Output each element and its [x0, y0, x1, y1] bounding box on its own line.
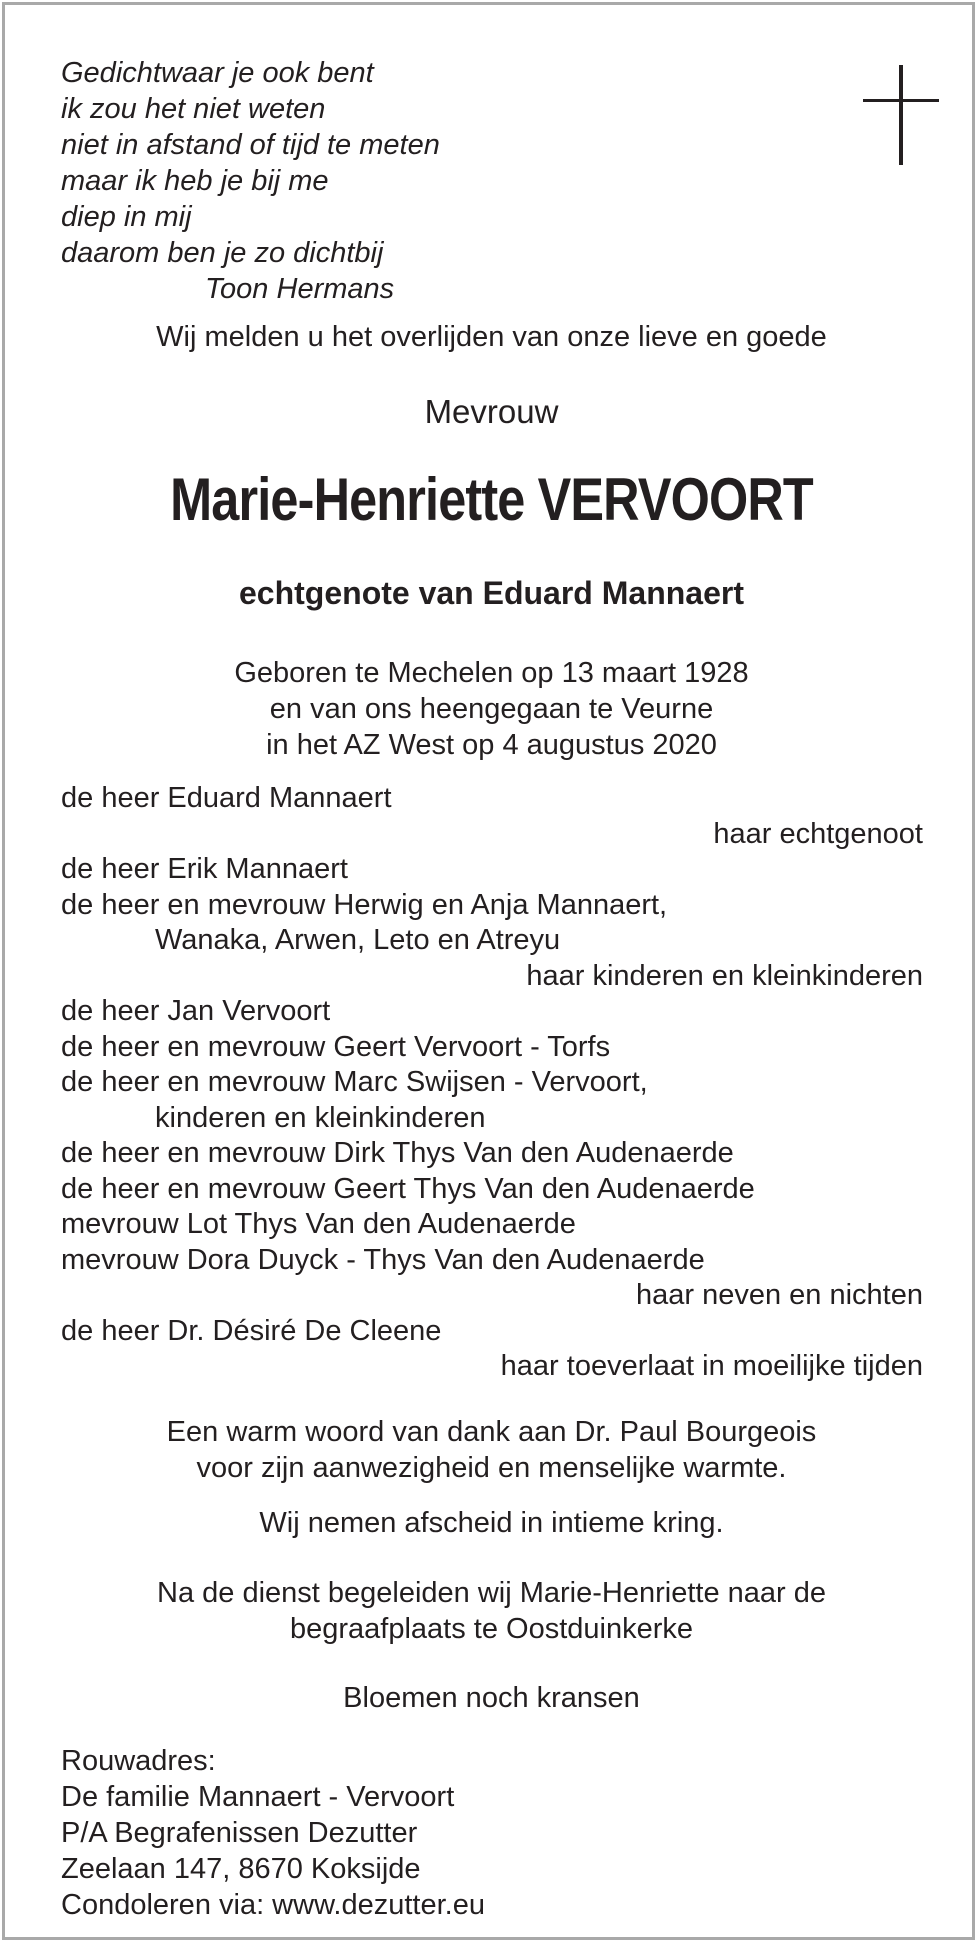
- date-line: en van ons heengegaan te Veurne: [269, 693, 714, 725]
- relative-name: de heer Eduard Mannaert: [61, 782, 392, 814]
- obituary-card: [2, 2, 975, 1940]
- relative-name: de heer en mevrouw Herwig en Anja Mannaert,: [61, 888, 668, 921]
- relative-name: de heer Erik Mannaert: [61, 853, 348, 885]
- address-line: Rouwadres:: [61, 1745, 216, 1777]
- poem-line: diep in mij: [61, 201, 192, 233]
- relation-label: haar toeverlaat in moeilijke tijden: [500, 1350, 923, 1382]
- relative-name: de heer en mevrouw Marc Swijsen - Vervoort,: [61, 1066, 648, 1098]
- mourning-address: [61, 1743, 485, 1923]
- relative-name: mevrouw Lot Thys Van den Audenaerde: [61, 1208, 576, 1240]
- poem-line: daarom ben je zo dichtbij: [61, 237, 384, 269]
- relative-name: de heer en mevrouw Geert Thys Van den Audenaerde: [61, 1172, 755, 1205]
- spouse-line: echtgenote van Eduard Mannaert: [239, 575, 744, 611]
- relation-label: haar kinderen en kleinkinderen: [526, 959, 923, 992]
- honorific: Mevrouw: [424, 393, 559, 430]
- address-line: Zeelaan 147, 8670 Koksijde: [61, 1853, 421, 1885]
- relative-name: de heer Jan Vervoort: [61, 995, 331, 1027]
- poem-line: maar ik heb je bij me: [61, 165, 329, 197]
- poem-author: Toon Hermans: [205, 273, 395, 305]
- life-dates: [5, 655, 978, 763]
- address-line: P/A Begrafenissen Dezutter: [61, 1817, 418, 1849]
- relative-name: de heer en mevrouw Dirk Thys Van den Audenaerde: [61, 1137, 734, 1169]
- cross-icon: [863, 65, 939, 165]
- address-line: De familie Mannaert - Vervoort: [61, 1781, 455, 1813]
- flowers-note: Bloemen noch kransen: [343, 1682, 640, 1714]
- relative-name: Wanaka, Arwen, Leto en Atreyu: [155, 924, 561, 956]
- service-line: begraafplaats te Oostduinkerke: [289, 1613, 694, 1645]
- relation-label: haar echtgenoot: [713, 817, 923, 850]
- relative-name: kinderen en kleinkinderen: [155, 1101, 486, 1134]
- thanks-line: Een warm woord van dank aan Dr. Paul Bourgeois: [166, 1416, 817, 1448]
- thanks-line: voor zijn aanwezigheid en menselijke warmte.: [196, 1452, 787, 1484]
- service-note: [5, 1575, 978, 1647]
- poem: [61, 55, 440, 307]
- poem-line: niet in afstand of tijd te meten: [61, 129, 440, 161]
- service-line: Na de dienst begeleiden wij Marie-Henriette naar de: [157, 1577, 826, 1609]
- thanks-note: [5, 1414, 978, 1486]
- condolence-link[interactable]: Condoleren via: www.dezutter.eu: [61, 1889, 485, 1921]
- date-line: in het AZ West op 4 augustus 2020: [266, 729, 717, 761]
- poem-line: ik zou het niet weten: [61, 93, 326, 125]
- date-line: Geboren te Mechelen op 13 maart 1928: [234, 657, 749, 689]
- intimate-farewell: Wij nemen afscheid in intieme kring.: [259, 1507, 724, 1539]
- poem-line: Gedichtwaar je ook bent: [61, 57, 374, 89]
- relatives-list: [61, 781, 923, 1385]
- deceased-name: Marie-Henriette VERVOORT: [170, 466, 813, 533]
- relative-name: de heer en mevrouw Geert Vervoort - Torfs: [61, 1030, 611, 1063]
- relative-name: de heer Dr. Désiré De Cleene: [61, 1314, 442, 1347]
- announcement-intro: Wij melden u het overlijden van onze lieve en goede: [156, 321, 827, 353]
- relative-name: mevrouw Dora Duyck - Thys Van den Audenaerde: [61, 1243, 705, 1276]
- relation-label: haar neven en nichten: [636, 1279, 923, 1311]
